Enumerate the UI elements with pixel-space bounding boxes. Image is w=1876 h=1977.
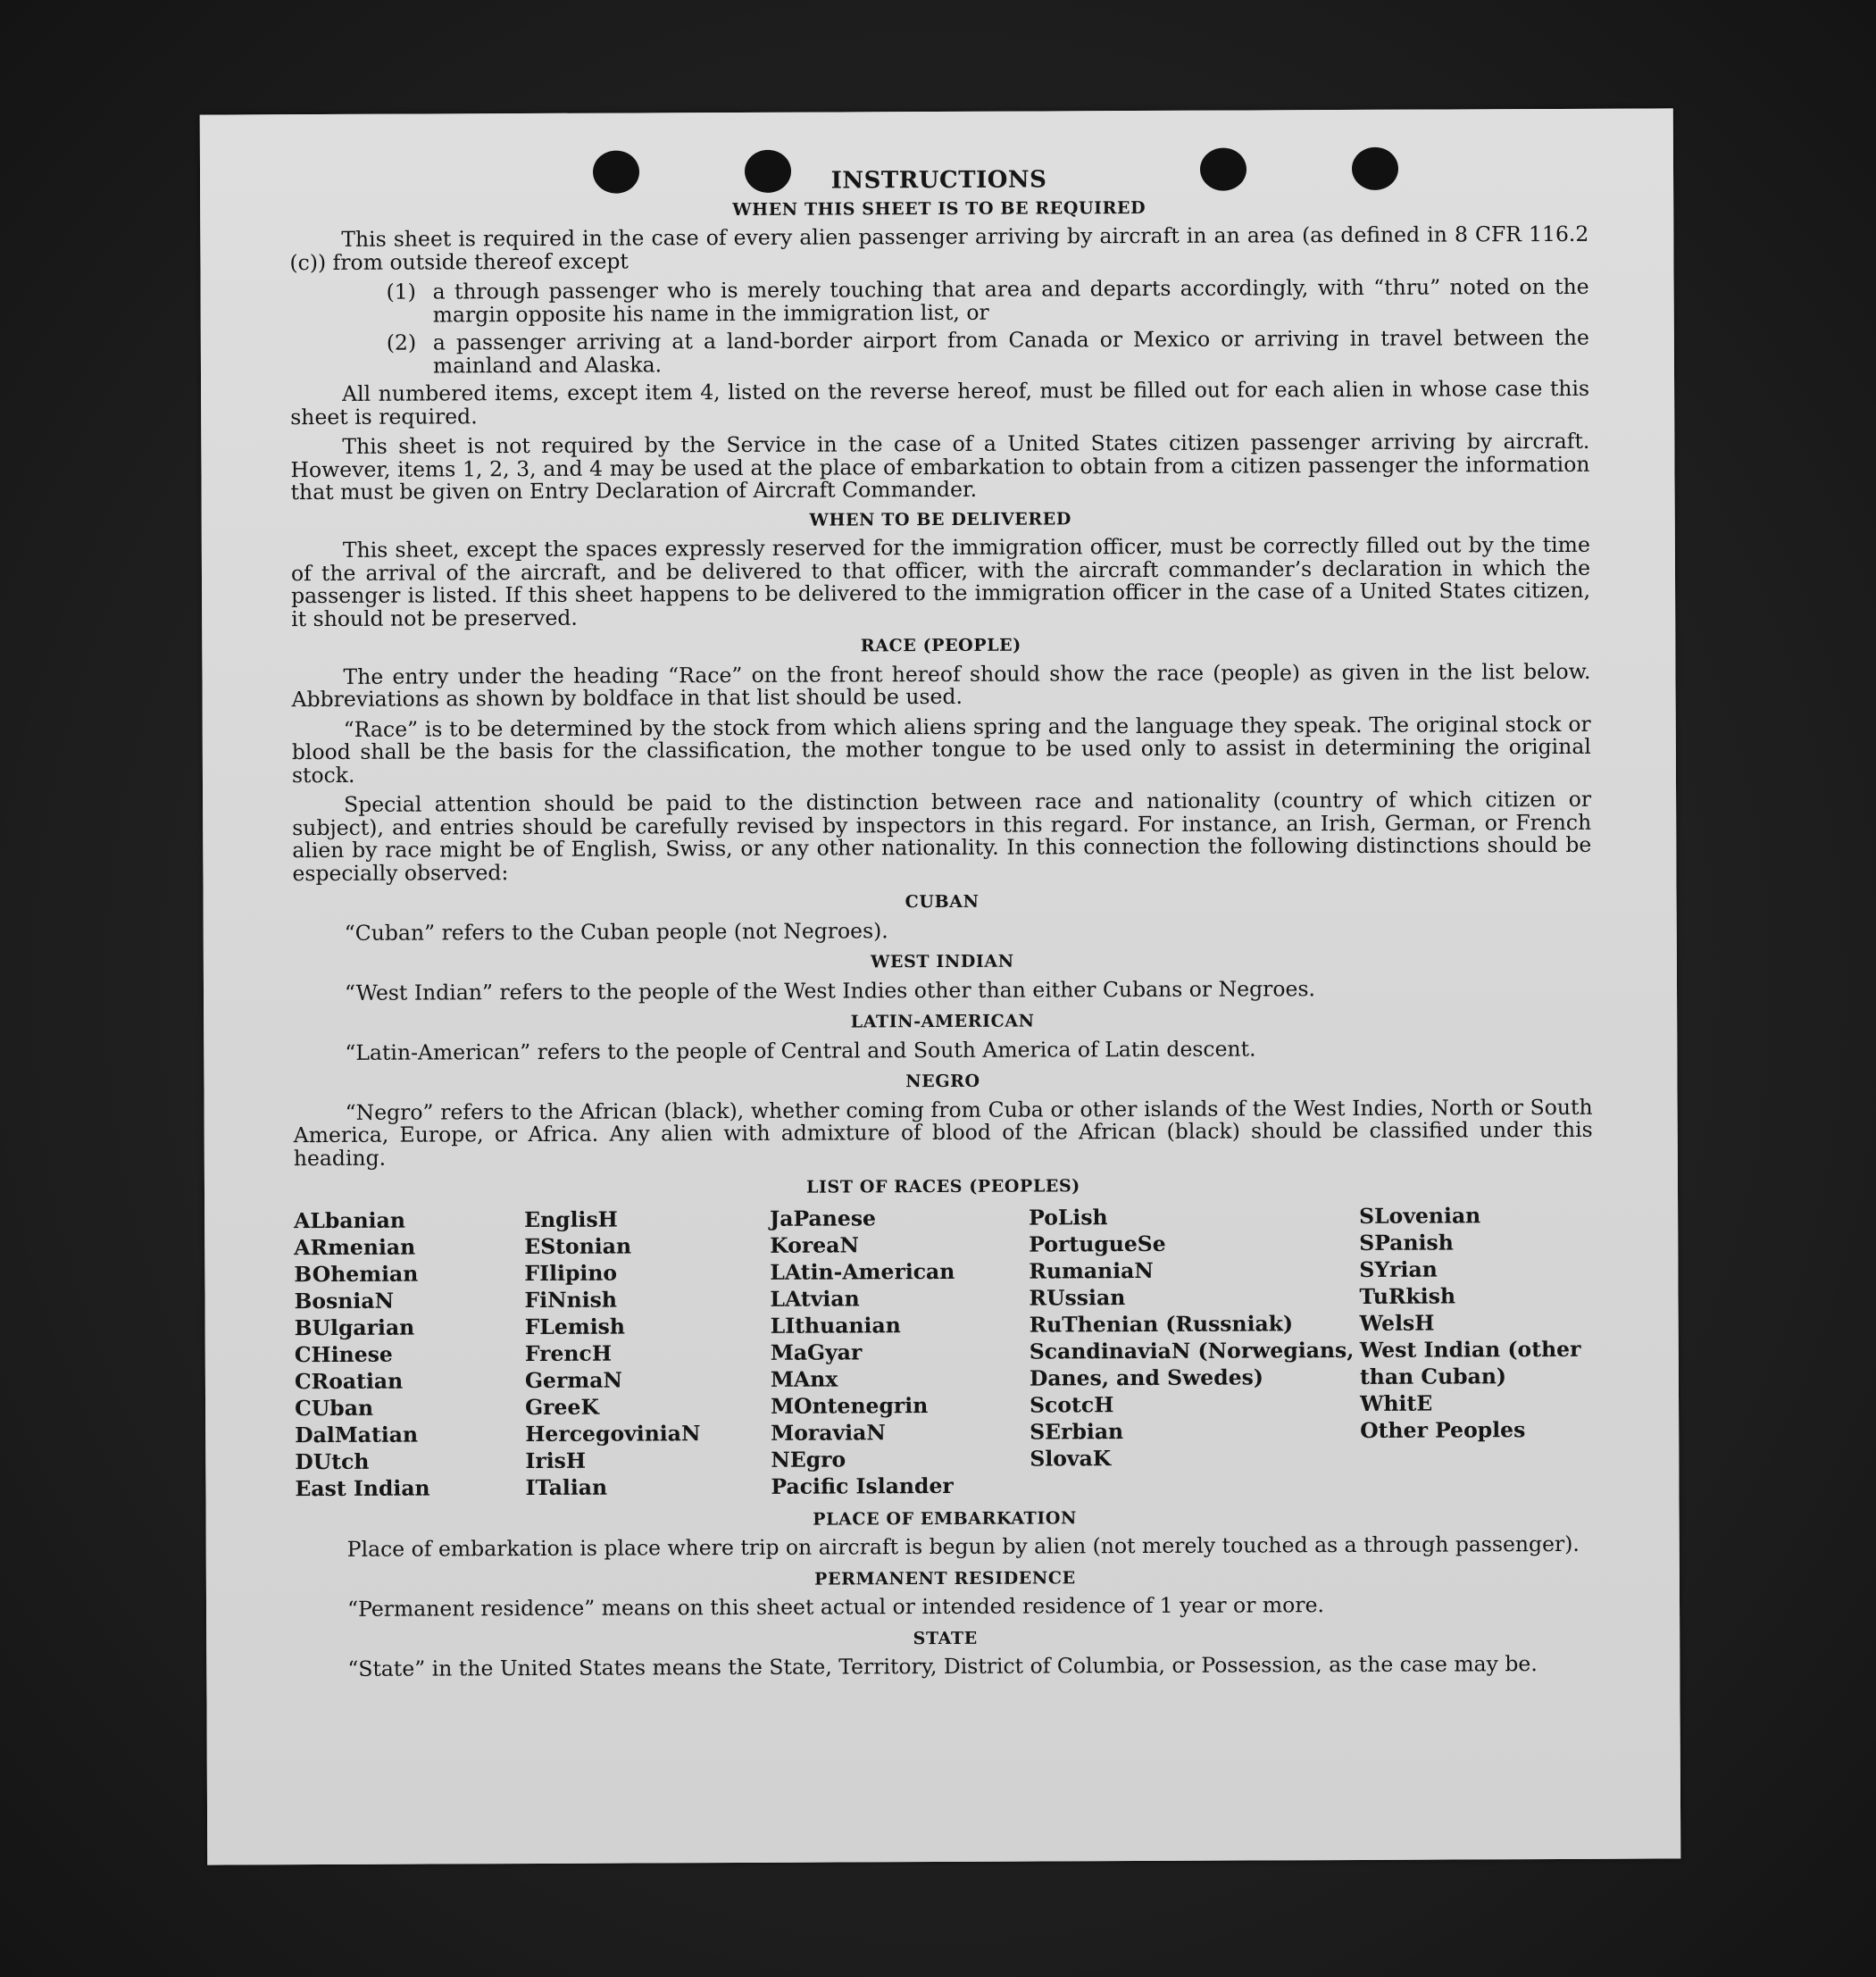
race-item: EStonian (524, 1233, 632, 1259)
paragraph-race-3: Special attention should be paid to the distinction between race and nationality (country of which citizen or subject), and entries should be carefully revised by inspectors in this regard. For instance, an Irish, German, or French alien by race might be of English, Swiss, or any other nationality. In this connection the following distinctions should be especially observed: (292, 786, 1592, 886)
section-heading-west-indian: WEST INDIAN (871, 951, 1014, 972)
race-item: KoreaN (770, 1231, 859, 1258)
race-item: MaGyar (770, 1339, 863, 1365)
paragraph-required-intro: This sheet is required in the case of every alien passenger arriving by aircraft in an area (as defined in 8 CFR 116.2 (c)) from outside thereof except (289, 221, 1589, 275)
paragraph-latin-american: “Latin-American” refers to the people of Central and South America of Latin descent. (345, 1035, 1256, 1065)
race-item: SLovenian (1359, 1202, 1481, 1229)
race-item: RuThenian (Russniak) (1029, 1310, 1294, 1338)
section-heading-embarkation: PLACE OF EMBARKATION (813, 1507, 1078, 1530)
section-heading-list-of-races: LIST OF RACES (PEOPLES) (806, 1176, 1080, 1197)
race-item: MOntenegrin (770, 1392, 929, 1419)
race-item: EnglisH (524, 1206, 618, 1232)
race-item: ITalian (525, 1474, 608, 1500)
race-item: PoLish (1029, 1204, 1108, 1230)
race-column (1359, 1201, 1594, 1497)
exception-text: a passenger arriving at a land-border airport from Canada or Mexico or arriving in travel between the mainland and Alaska. (432, 324, 1589, 378)
exception-item (290, 324, 1589, 378)
race-item: LAtin-American (770, 1258, 955, 1285)
paragraph-embarkation: Place of embarkation is place where trip on aircraft is begun by alien (not merely touched as a through passenger). (346, 1531, 1580, 1562)
document-body (289, 167, 1595, 1689)
race-item: CRoatian (294, 1368, 404, 1394)
race-item: RUssian (1029, 1284, 1126, 1311)
race-item: SPanish (1359, 1229, 1454, 1255)
race-item: ScandinaviaN (Norwegians, Danes, and Swedes) (1029, 1337, 1355, 1391)
race-item: WhitE (1359, 1390, 1433, 1416)
paragraph-west-indian: “West Indian” refers to the people of the West Indies other than either Cubans or Negroes. (344, 975, 1315, 1005)
paragraph-citizen: This sheet is not required by the Service in the case of a United States citizen passenger arriving by aircraft. However, items 1, 2, 3, and 4 may be used at the place of embarkation to obtain from a citizen passenger the information that must be given on Entry Declaration of Aircraft Commander. (290, 428, 1590, 505)
section-heading-delivered: WHEN TO BE DELIVERED (809, 508, 1071, 530)
document-title: INSTRUCTIONS (830, 166, 1047, 195)
race-item: HercegoviniaN (525, 1420, 701, 1447)
race-item: GermaN (524, 1367, 622, 1393)
paragraph-delivered: This sheet, except the spaces expressly reserved for the immigration officer, must be correctly filled out by the time of the arrival of the aircraft, and be delivered to that officer, with the aircraft commander’s declaration in which the passenger is listed. If this sheet happens to be delivered to the immigration officer in the case of a United States citizen, it should not be preserved. (290, 531, 1591, 631)
race-item: ARmenian (294, 1234, 416, 1260)
race-column (1029, 1202, 1360, 1498)
race-item: WelsH (1359, 1310, 1435, 1336)
paragraph-permanent-residence: “Permanent residence” means on this sheet actual or intended residence of 1 year or more. (346, 1592, 1324, 1622)
race-item: FrencH (524, 1340, 613, 1366)
race-column (770, 1204, 1030, 1499)
exception-item (290, 273, 1589, 327)
race-item: MAnx (770, 1366, 838, 1392)
race-item: LIthuanian (770, 1312, 901, 1339)
race-list (294, 1201, 1594, 1501)
race-item: BosniaN (294, 1288, 395, 1314)
race-item: JaPanese (770, 1205, 877, 1231)
race-item: CUban (294, 1395, 374, 1421)
race-item: PortugueSe (1029, 1230, 1166, 1257)
exception-number: (1) (386, 279, 416, 304)
race-item: CHinese (294, 1341, 393, 1367)
race-item: Pacific Islander (771, 1472, 954, 1499)
paragraph-negro: “Negro” refers to the African (black), whether coming from Cuba or other islands of the West Indies, North or South America, Europe, or Africa. Any alien with admixture of blood of the African (black) should be classified under this heading. (293, 1094, 1593, 1171)
paragraph-race-1: The entry under the heading “Race” on the front hereof should show the race (people) as given in the list below. Abbreviations as shown by boldface in that list should be used. (291, 658, 1591, 713)
section-heading-race: RACE (PEOPLE) (860, 635, 1021, 656)
paragraph-cuban: “Cuban” refers to the Cuban people (not Negroes). (344, 917, 888, 946)
race-item: LAtvian (770, 1285, 860, 1312)
race-item: MoraviaN (771, 1419, 886, 1446)
race-item: FIlipino (524, 1260, 618, 1286)
race-item: ScotcH (1029, 1391, 1114, 1418)
race-item: IrisH (525, 1447, 587, 1473)
race-item: BUlgarian (294, 1314, 415, 1340)
race-item: SlovaK (1030, 1445, 1112, 1472)
race-item: NEgro (771, 1446, 846, 1472)
section-heading-cuban: CUBAN (905, 891, 980, 913)
race-item: RumaniaN (1029, 1257, 1154, 1284)
paragraph-state: “State” in the United States means the State, Territory, District of Columbia, or Possession, as the case may be. (347, 1651, 1538, 1681)
section-heading-latin-american: LATIN-AMERICAN (850, 1011, 1035, 1032)
race-item: BOhemian (294, 1261, 419, 1287)
race-item: GreeK (524, 1394, 599, 1420)
race-item: Other Peoples (1360, 1416, 1526, 1443)
paragraph-numbered-items: All numbered items, except item 4, listed on the reverse hereof, must be filled out for each alien in whose case this sheet is required. (290, 375, 1590, 430)
race-column (294, 1206, 525, 1502)
section-heading-permanent-residence: PERMANENT RESIDENCE (814, 1567, 1076, 1589)
race-item: East Indian (295, 1474, 430, 1501)
race-item: FiNnish (524, 1287, 618, 1313)
paragraph-race-2: “Race” is to be determined by the stock from which aliens spring and the language they speak. The original stock or blood shall be the basis for the classification, the mother tongue to be used only to assist in determining the original stock. (291, 711, 1591, 788)
race-item: West Indian (other than Cuban) (1359, 1336, 1581, 1389)
race-item: DUtch (295, 1448, 370, 1474)
race-column (524, 1205, 771, 1500)
exception-text: a through passenger who is merely touching that area and departs accordingly, with “thru” noted on the margin opposite his name in the immigration list, or (432, 273, 1589, 327)
exception-number: (2) (386, 330, 417, 355)
race-item: TuRkish (1359, 1282, 1456, 1309)
race-item: ALbanian (294, 1207, 405, 1233)
section-heading-required: WHEN THIS SHEET IS TO BE REQUIRED (732, 197, 1146, 220)
section-heading-state: STATE (913, 1628, 978, 1648)
race-item: SYrian (1359, 1256, 1438, 1282)
race-item: FLemish (524, 1314, 625, 1339)
race-item: DalMatian (295, 1422, 419, 1447)
document-sheet (200, 108, 1681, 1864)
race-item: SErbian (1030, 1418, 1124, 1445)
section-heading-negro: NEGRO (905, 1071, 980, 1092)
